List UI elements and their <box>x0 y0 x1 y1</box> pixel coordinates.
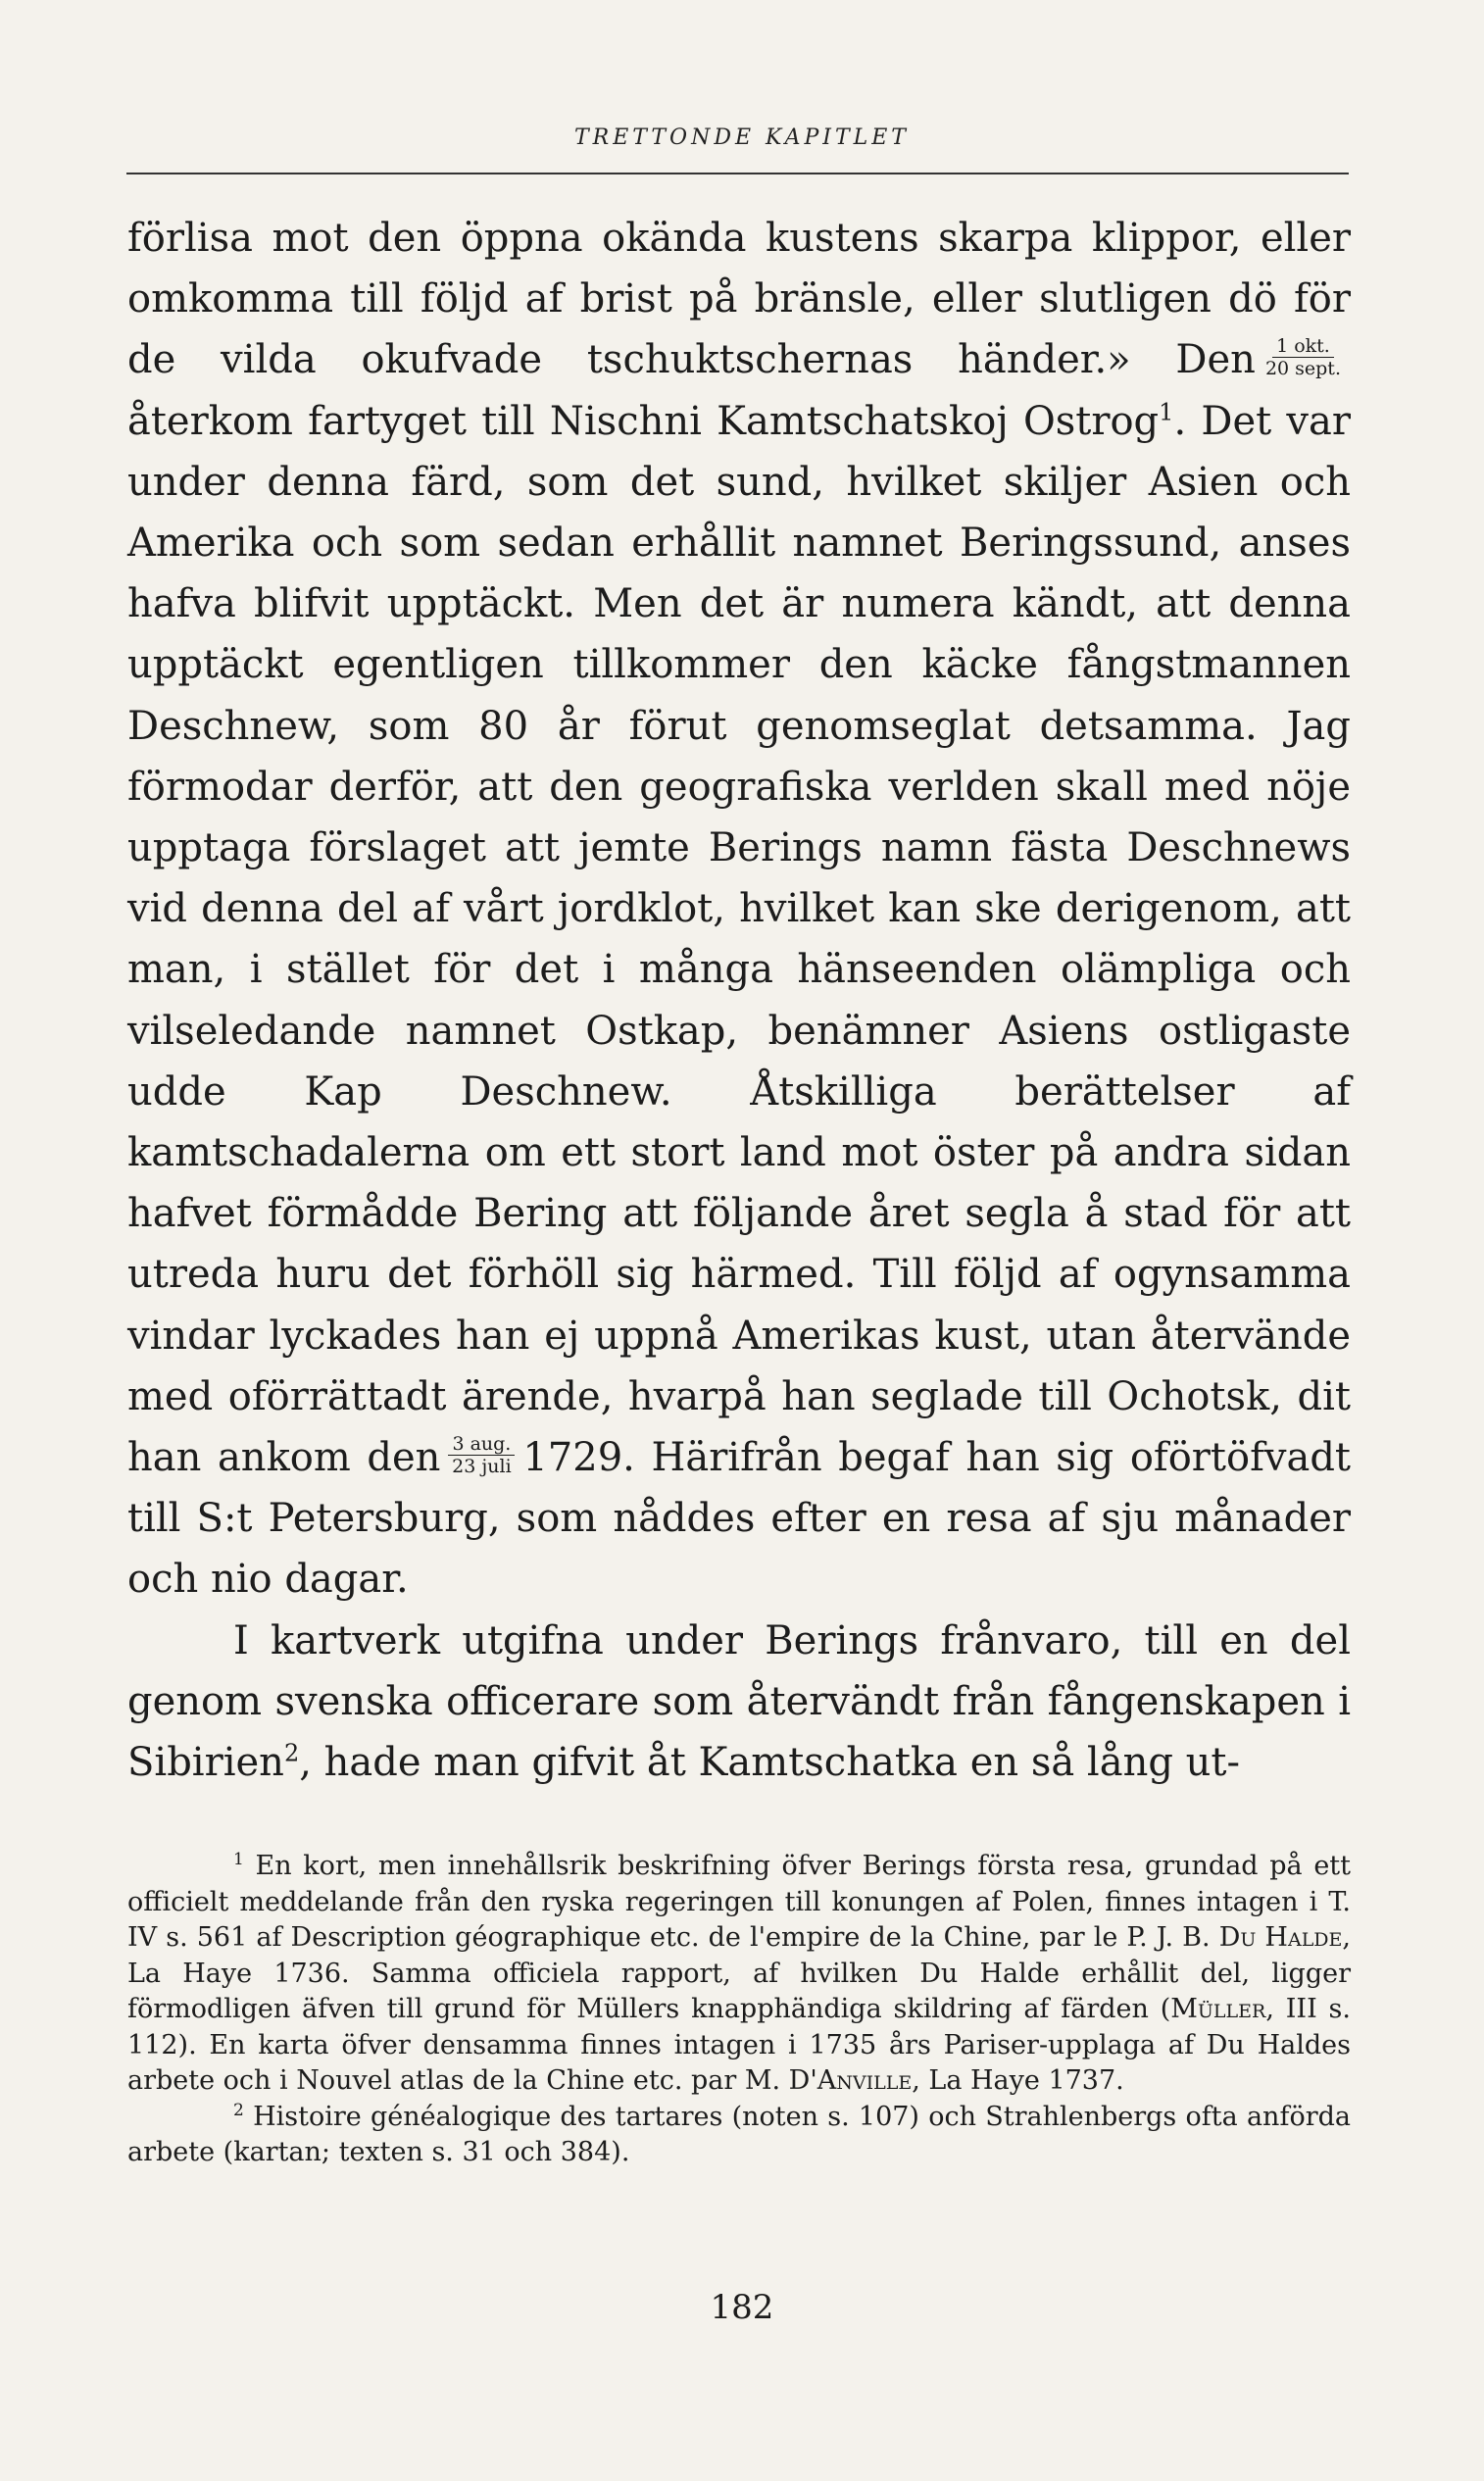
date-fraction-1-denominator: 20 sept. <box>1264 357 1341 379</box>
footnote-ref-1: 1 <box>1159 398 1174 426</box>
paragraph-1 <box>127 208 1351 1611</box>
header-rule <box>126 173 1349 174</box>
paragraph-2-text: I kartverk utgifna under Berings frånvaro, till en del genom svenska officerare som återvändt från fångenskapen i Sibirien <box>127 1617 1351 1786</box>
page-number: 182 <box>710 2288 774 2327</box>
main-text <box>127 208 1351 1793</box>
date-fraction-2-numerator: 3 aug. <box>448 1433 515 1456</box>
date-fraction-2 <box>448 1433 515 1477</box>
running-head: TRETTONDE KAPITLET <box>574 125 910 150</box>
paragraph-1-text-3: . Det var under denna färd, som det sund, hvilket skiljer Asien och Amerika och som sedan erhållit namnet Beringssund, anses hafva blifvit upptäckt. Men det är numera kändt, att denna upptäckt egentligen tillkommer den käcke fångstmannen Deschnew, som 80 år förut genomseglat detsamma. Jag förmodar derför, att den geografiska verlden skall med nöje upptaga förslaget att jemte Berings namn fästa Deschnews vid denna del af vårt jordklot, hvilket kan ske derigenom, att man, i stället för det i många hänseenden olämpliga och vilseledande namnet Ostkap, benämner Asiens ostligaste udde Kap Deschnew. Åtskilliga berättelser af kamtschadalerna om ett stort land mot öster på andra sidan hafvet förmådde Bering att följande året segla å stad för att utreda huru det förhöll sig härmed. Till följd af ogynsamma vindar lyckades han ej uppnå Amerikas kust, utan återvände med oförrättadt ärende, hvarpå han seglade till Ochotsk, dit han ankom den <box>127 398 1351 1481</box>
paragraph-1-text: förlisa mot den öppna okända kustens skarpa klippor, eller omkomma till följd af brist på bränsle, eller slutligen dö för de vilda okufvade tschuktschernas händer.» Den <box>127 216 1351 383</box>
paragraph-1-text-4: 1729. Härifrån begaf han sig oförtöfvadt till S:t Petersburg, som nåddes efter en resa af sju månader och nio dagar. <box>127 1435 1351 1603</box>
paragraph-2-text-2: , hade man gifvit åt Kamtschatka en så lång ut- <box>299 1740 1240 1786</box>
paragraph-2 <box>127 1611 1351 1794</box>
footnote-2-marker: 2 <box>233 2100 244 2120</box>
footnote-1 <box>127 1849 1351 2100</box>
footnotes <box>127 1849 1351 2171</box>
date-fraction-2-denominator: 23 juli <box>452 1455 512 1477</box>
footnote-2 <box>127 2100 1351 2171</box>
footnote-1-text-3: , III s. 112). En karta öfver densamma finnes intagen i 1735 års Pariser-upplaga af Du Haldes arbete och i Nouvel atlas de la Chine etc. par M. D' <box>127 1994 1351 2096</box>
footnote-1-author-muller: Müller <box>1170 1994 1266 2024</box>
date-fraction-1 <box>1263 335 1343 379</box>
footnote-ref-2: 2 <box>283 1739 300 1767</box>
footnote-2-text: Histoire généalogique des tartares (noten s. 107) och Strahlenbergs ofta anförda arbete (kartan; texten s. 31 och 384). <box>127 2101 1351 2167</box>
footnote-1-text-4: , La Haye 1737. <box>912 2065 1124 2096</box>
footnote-1-text-2: , La Haye 1736. Samma officiela rapport, af hvilken Du Halde erhållit del, ligger förmodligen äfven till grund för Müllers knapphändiga skildring af färden ( <box>127 1922 1352 2024</box>
footnote-1-author-anville: Anville <box>816 2065 913 2096</box>
paragraph-1-text-2: återkom fartyget till Nischni Kamtschatskoj Ostrog <box>127 398 1160 444</box>
date-fraction-1-numerator: 1 okt. <box>1272 335 1334 358</box>
footnote-1-author-du-halde: Du Halde <box>1218 1922 1343 1953</box>
footnote-1-text: En kort, men innehållsrik beskrifning öfver Berings första resa, grundad på ett officielt meddelande från den ryska regeringen till konungen af Polen, finnes intagen i T. IV s. 561 af Description géographique etc. de l'empire de la Chine, par le P. J. B. <box>127 1851 1351 1953</box>
footnote-1-marker: 1 <box>233 1850 244 1869</box>
